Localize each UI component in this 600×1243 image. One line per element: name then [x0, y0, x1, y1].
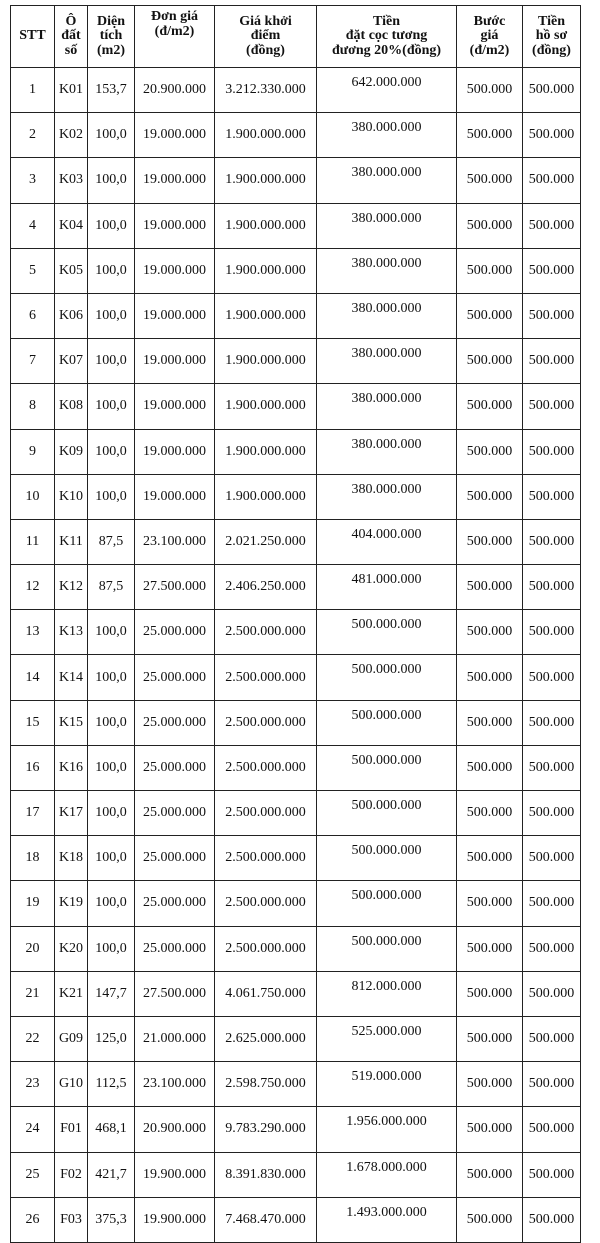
cell-unit-price: 23.100.000 — [135, 1062, 215, 1107]
cell-bid-step: 500.000 — [457, 113, 523, 158]
cell-file-fee: 500.000 — [523, 68, 581, 113]
cell-area: 87,5 — [88, 519, 135, 564]
cell-stt: 3 — [11, 158, 55, 203]
cell-bid-step: 500.000 — [457, 791, 523, 836]
cell-start-price: 2.598.750.000 — [215, 1062, 317, 1107]
cell-area: 87,5 — [88, 565, 135, 610]
cell-unit-price: 20.900.000 — [135, 68, 215, 113]
cell-lot-number: K07 — [55, 339, 88, 384]
header-line: Tiền — [373, 13, 400, 29]
cell-stt: 8 — [11, 384, 55, 429]
cell-lot-number: K08 — [55, 384, 88, 429]
cell-deposit: 500.000.000 — [317, 836, 457, 881]
cell-unit-price: 19.900.000 — [135, 1152, 215, 1197]
cell-stt: 16 — [11, 745, 55, 790]
cell-area: 375,3 — [88, 1197, 135, 1242]
cell-start-price: 1.900.000.000 — [215, 293, 317, 338]
cell-unit-price: 25.000.000 — [135, 836, 215, 881]
table-row — [11, 1152, 581, 1197]
cell-stt: 15 — [11, 700, 55, 745]
cell-stt: 18 — [11, 836, 55, 881]
header-line: Đơn giá — [150, 9, 199, 24]
cell-lot-number: K15 — [55, 700, 88, 745]
cell-file-fee: 500.000 — [523, 1197, 581, 1242]
header-area — [88, 6, 135, 68]
cell-deposit: 500.000.000 — [317, 655, 457, 700]
cell-area: 100,0 — [88, 610, 135, 655]
cell-area: 112,5 — [88, 1062, 135, 1107]
cell-file-fee: 500.000 — [523, 745, 581, 790]
cell-lot-number: G09 — [55, 1016, 88, 1061]
table-row — [11, 248, 581, 293]
cell-bid-step: 500.000 — [457, 519, 523, 564]
header-line: (đồng) — [532, 42, 571, 58]
cell-stt: 5 — [11, 248, 55, 293]
cell-unit-price: 19.000.000 — [135, 339, 215, 384]
header-deposit — [317, 6, 457, 68]
cell-bid-step: 500.000 — [457, 610, 523, 655]
table-row — [11, 158, 581, 203]
cell-stt: 6 — [11, 293, 55, 338]
header-line: đất — [61, 28, 81, 44]
cell-stt: 19 — [11, 881, 55, 926]
cell-stt: 17 — [11, 791, 55, 836]
cell-unit-price: 27.500.000 — [135, 565, 215, 610]
cell-file-fee: 500.000 — [523, 1152, 581, 1197]
cell-area: 100,0 — [88, 791, 135, 836]
cell-area: 100,0 — [88, 339, 135, 384]
cell-bid-step: 500.000 — [457, 700, 523, 745]
cell-area: 100,0 — [88, 745, 135, 790]
cell-start-price: 2.500.000.000 — [215, 836, 317, 881]
cell-deposit: 500.000.000 — [317, 610, 457, 655]
header-line: đặt cọc tương — [345, 28, 428, 44]
header-line: đương 20%(đồng) — [331, 42, 442, 58]
cell-start-price: 2.500.000.000 — [215, 791, 317, 836]
table-row — [11, 836, 581, 881]
cell-deposit: 812.000.000 — [317, 971, 457, 1016]
cell-deposit: 380.000.000 — [317, 474, 457, 519]
cell-area: 100,0 — [88, 700, 135, 745]
cell-start-price: 1.900.000.000 — [215, 339, 317, 384]
cell-unit-price: 25.000.000 — [135, 655, 215, 700]
cell-start-price: 8.391.830.000 — [215, 1152, 317, 1197]
cell-lot-number: K17 — [55, 791, 88, 836]
cell-area: 100,0 — [88, 429, 135, 474]
header-line: giá — [480, 28, 499, 44]
cell-deposit: 380.000.000 — [317, 203, 457, 248]
cell-deposit: 380.000.000 — [317, 113, 457, 158]
cell-deposit: 1.678.000.000 — [317, 1152, 457, 1197]
cell-lot-number: K02 — [55, 113, 88, 158]
cell-area: 100,0 — [88, 926, 135, 971]
cell-file-fee: 500.000 — [523, 293, 581, 338]
cell-unit-price: 19.000.000 — [135, 203, 215, 248]
cell-deposit: 404.000.000 — [317, 519, 457, 564]
cell-lot-number: K10 — [55, 474, 88, 519]
header-line: (đ/m2) — [469, 42, 510, 58]
cell-start-price: 2.021.250.000 — [215, 519, 317, 564]
cell-file-fee: 500.000 — [523, 791, 581, 836]
cell-deposit: 1.493.000.000 — [317, 1197, 457, 1242]
cell-start-price: 1.900.000.000 — [215, 384, 317, 429]
cell-area: 100,0 — [88, 881, 135, 926]
cell-unit-price: 27.500.000 — [135, 971, 215, 1016]
cell-deposit: 519.000.000 — [317, 1062, 457, 1107]
cell-stt: 4 — [11, 203, 55, 248]
cell-stt: 9 — [11, 429, 55, 474]
cell-unit-price: 19.000.000 — [135, 384, 215, 429]
cell-unit-price: 21.000.000 — [135, 1016, 215, 1061]
cell-deposit: 380.000.000 — [317, 429, 457, 474]
header-line: (đ/m2) — [154, 23, 195, 39]
cell-bid-step: 500.000 — [457, 1152, 523, 1197]
cell-area: 153,7 — [88, 68, 135, 113]
table-row — [11, 113, 581, 158]
cell-start-price: 2.625.000.000 — [215, 1016, 317, 1061]
cell-file-fee: 500.000 — [523, 836, 581, 881]
header-lot-number — [55, 6, 88, 68]
cell-bid-step: 500.000 — [457, 429, 523, 474]
cell-area: 421,7 — [88, 1152, 135, 1197]
table-row — [11, 1107, 581, 1152]
header-line: STT — [19, 28, 46, 44]
cell-bid-step: 500.000 — [457, 158, 523, 203]
cell-start-price: 2.500.000.000 — [215, 700, 317, 745]
cell-area: 100,0 — [88, 384, 135, 429]
cell-deposit: 380.000.000 — [317, 339, 457, 384]
cell-area: 100,0 — [88, 248, 135, 293]
cell-area: 147,7 — [88, 971, 135, 1016]
header-start-price — [215, 6, 317, 68]
cell-bid-step: 500.000 — [457, 745, 523, 790]
cell-area: 100,0 — [88, 293, 135, 338]
cell-area: 100,0 — [88, 836, 135, 881]
cell-stt: 7 — [11, 339, 55, 384]
cell-file-fee: 500.000 — [523, 1016, 581, 1061]
cell-deposit: 500.000.000 — [317, 926, 457, 971]
cell-start-price: 4.061.750.000 — [215, 971, 317, 1016]
table-row — [11, 1016, 581, 1061]
cell-deposit: 380.000.000 — [317, 384, 457, 429]
table-row — [11, 565, 581, 610]
cell-start-price: 1.900.000.000 — [215, 158, 317, 203]
cell-unit-price: 19.000.000 — [135, 474, 215, 519]
table-row — [11, 1062, 581, 1107]
header-line: điểm — [250, 28, 281, 44]
cell-bid-step: 500.000 — [457, 68, 523, 113]
table-row — [11, 700, 581, 745]
cell-lot-number: K01 — [55, 68, 88, 113]
table-row — [11, 203, 581, 248]
cell-stt: 2 — [11, 113, 55, 158]
header-line: số — [64, 42, 78, 58]
cell-lot-number: F03 — [55, 1197, 88, 1242]
cell-start-price: 2.500.000.000 — [215, 881, 317, 926]
cell-deposit: 481.000.000 — [317, 565, 457, 610]
cell-lot-number: K13 — [55, 610, 88, 655]
header-line: Giá khởi — [239, 13, 292, 29]
cell-file-fee: 500.000 — [523, 474, 581, 519]
cell-lot-number: K12 — [55, 565, 88, 610]
cell-start-price: 1.900.000.000 — [215, 248, 317, 293]
cell-deposit: 380.000.000 — [317, 158, 457, 203]
header-line: tích — [99, 28, 123, 44]
header-unit-price — [135, 6, 215, 68]
cell-deposit: 500.000.000 — [317, 791, 457, 836]
cell-bid-step: 500.000 — [457, 474, 523, 519]
cell-lot-number: K03 — [55, 158, 88, 203]
cell-stt: 21 — [11, 971, 55, 1016]
cell-area: 100,0 — [88, 474, 135, 519]
cell-file-fee: 500.000 — [523, 203, 581, 248]
header-line: Diện — [97, 13, 125, 29]
cell-start-price: 7.468.470.000 — [215, 1197, 317, 1242]
cell-bid-step: 500.000 — [457, 293, 523, 338]
cell-start-price: 3.212.330.000 — [215, 68, 317, 113]
cell-lot-number: K04 — [55, 203, 88, 248]
cell-lot-number: K09 — [55, 429, 88, 474]
cell-lot-number: K21 — [55, 971, 88, 1016]
cell-bid-step: 500.000 — [457, 881, 523, 926]
cell-start-price: 9.783.290.000 — [215, 1107, 317, 1152]
cell-stt: 11 — [11, 519, 55, 564]
cell-bid-step: 500.000 — [457, 836, 523, 881]
header-file-fee — [523, 6, 581, 68]
cell-unit-price: 23.100.000 — [135, 519, 215, 564]
cell-unit-price: 25.000.000 — [135, 610, 215, 655]
cell-file-fee: 500.000 — [523, 158, 581, 203]
cell-deposit: 500.000.000 — [317, 745, 457, 790]
cell-file-fee: 500.000 — [523, 655, 581, 700]
table-row — [11, 745, 581, 790]
table-row — [11, 293, 581, 338]
cell-deposit: 642.000.000 — [317, 68, 457, 113]
cell-bid-step: 500.000 — [457, 926, 523, 971]
cell-start-price: 2.406.250.000 — [215, 565, 317, 610]
cell-unit-price: 25.000.000 — [135, 745, 215, 790]
cell-bid-step: 500.000 — [457, 565, 523, 610]
cell-lot-number: K16 — [55, 745, 88, 790]
cell-stt: 14 — [11, 655, 55, 700]
cell-start-price: 1.900.000.000 — [215, 474, 317, 519]
cell-stt: 20 — [11, 926, 55, 971]
cell-deposit: 380.000.000 — [317, 248, 457, 293]
cell-file-fee: 500.000 — [523, 339, 581, 384]
cell-bid-step: 500.000 — [457, 339, 523, 384]
table-row — [11, 384, 581, 429]
cell-stt: 25 — [11, 1152, 55, 1197]
cell-stt: 26 — [11, 1197, 55, 1242]
cell-unit-price: 19.000.000 — [135, 248, 215, 293]
cell-lot-number: K14 — [55, 655, 88, 700]
cell-deposit: 500.000.000 — [317, 881, 457, 926]
cell-file-fee: 500.000 — [523, 881, 581, 926]
cell-area: 468,1 — [88, 1107, 135, 1152]
table-row — [11, 1197, 581, 1242]
cell-file-fee: 500.000 — [523, 926, 581, 971]
cell-start-price: 1.900.000.000 — [215, 429, 317, 474]
table-row — [11, 926, 581, 971]
cell-deposit: 1.956.000.000 — [317, 1107, 457, 1152]
table-row — [11, 474, 581, 519]
cell-file-fee: 500.000 — [523, 248, 581, 293]
header-bid-step — [457, 6, 523, 68]
cell-lot-number: F01 — [55, 1107, 88, 1152]
header-stt — [11, 6, 55, 68]
cell-unit-price: 20.900.000 — [135, 1107, 215, 1152]
cell-bid-step: 500.000 — [457, 1016, 523, 1061]
table-row — [11, 881, 581, 926]
cell-bid-step: 500.000 — [457, 1197, 523, 1242]
header-row — [11, 6, 581, 68]
cell-stt: 22 — [11, 1016, 55, 1061]
cell-bid-step: 500.000 — [457, 655, 523, 700]
cell-start-price: 2.500.000.000 — [215, 745, 317, 790]
land-auction-table — [10, 5, 581, 1243]
cell-file-fee: 500.000 — [523, 1107, 581, 1152]
cell-deposit: 380.000.000 — [317, 293, 457, 338]
cell-lot-number: K20 — [55, 926, 88, 971]
cell-stt: 24 — [11, 1107, 55, 1152]
table-row — [11, 68, 581, 113]
cell-lot-number: F02 — [55, 1152, 88, 1197]
cell-stt: 13 — [11, 610, 55, 655]
cell-file-fee: 500.000 — [523, 565, 581, 610]
cell-unit-price: 19.000.000 — [135, 158, 215, 203]
table-row — [11, 791, 581, 836]
cell-start-price: 2.500.000.000 — [215, 655, 317, 700]
table-row — [11, 971, 581, 1016]
cell-bid-step: 500.000 — [457, 1062, 523, 1107]
cell-file-fee: 500.000 — [523, 384, 581, 429]
header-line: (m2) — [97, 42, 125, 58]
cell-bid-step: 500.000 — [457, 384, 523, 429]
cell-file-fee: 500.000 — [523, 700, 581, 745]
cell-file-fee: 500.000 — [523, 1062, 581, 1107]
header-line: Bước — [473, 13, 506, 29]
cell-unit-price: 19.000.000 — [135, 293, 215, 338]
header-line: (đồng) — [246, 42, 285, 58]
cell-area: 100,0 — [88, 158, 135, 203]
cell-file-fee: 500.000 — [523, 519, 581, 564]
cell-file-fee: 500.000 — [523, 113, 581, 158]
cell-deposit: 525.000.000 — [317, 1016, 457, 1061]
cell-file-fee: 500.000 — [523, 971, 581, 1016]
table-row — [11, 429, 581, 474]
cell-unit-price: 25.000.000 — [135, 926, 215, 971]
cell-stt: 1 — [11, 68, 55, 113]
cell-lot-number: K19 — [55, 881, 88, 926]
cell-bid-step: 500.000 — [457, 248, 523, 293]
cell-lot-number: K18 — [55, 836, 88, 881]
cell-bid-step: 500.000 — [457, 971, 523, 1016]
cell-lot-number: G10 — [55, 1062, 88, 1107]
cell-stt: 10 — [11, 474, 55, 519]
cell-area: 125,0 — [88, 1016, 135, 1061]
cell-area: 100,0 — [88, 203, 135, 248]
cell-unit-price: 25.000.000 — [135, 791, 215, 836]
cell-start-price: 1.900.000.000 — [215, 113, 317, 158]
table-row — [11, 655, 581, 700]
cell-stt: 12 — [11, 565, 55, 610]
cell-unit-price: 19.000.000 — [135, 429, 215, 474]
cell-stt: 23 — [11, 1062, 55, 1107]
table-row — [11, 610, 581, 655]
cell-start-price: 1.900.000.000 — [215, 203, 317, 248]
cell-start-price: 2.500.000.000 — [215, 610, 317, 655]
cell-unit-price: 25.000.000 — [135, 700, 215, 745]
cell-area: 100,0 — [88, 113, 135, 158]
cell-start-price: 2.500.000.000 — [215, 926, 317, 971]
cell-area: 100,0 — [88, 655, 135, 700]
cell-unit-price: 19.000.000 — [135, 113, 215, 158]
cell-lot-number: K11 — [55, 519, 88, 564]
cell-file-fee: 500.000 — [523, 610, 581, 655]
table-row — [11, 519, 581, 564]
cell-deposit: 500.000.000 — [317, 700, 457, 745]
cell-unit-price: 19.900.000 — [135, 1197, 215, 1242]
header-line: hồ sơ — [535, 28, 568, 44]
cell-bid-step: 500.000 — [457, 1107, 523, 1152]
cell-bid-step: 500.000 — [457, 203, 523, 248]
cell-lot-number: K05 — [55, 248, 88, 293]
table-row — [11, 339, 581, 384]
cell-file-fee: 500.000 — [523, 429, 581, 474]
header-line: Ô — [65, 13, 77, 29]
cell-unit-price: 25.000.000 — [135, 881, 215, 926]
header-line: Tiền — [538, 13, 565, 29]
cell-lot-number: K06 — [55, 293, 88, 338]
